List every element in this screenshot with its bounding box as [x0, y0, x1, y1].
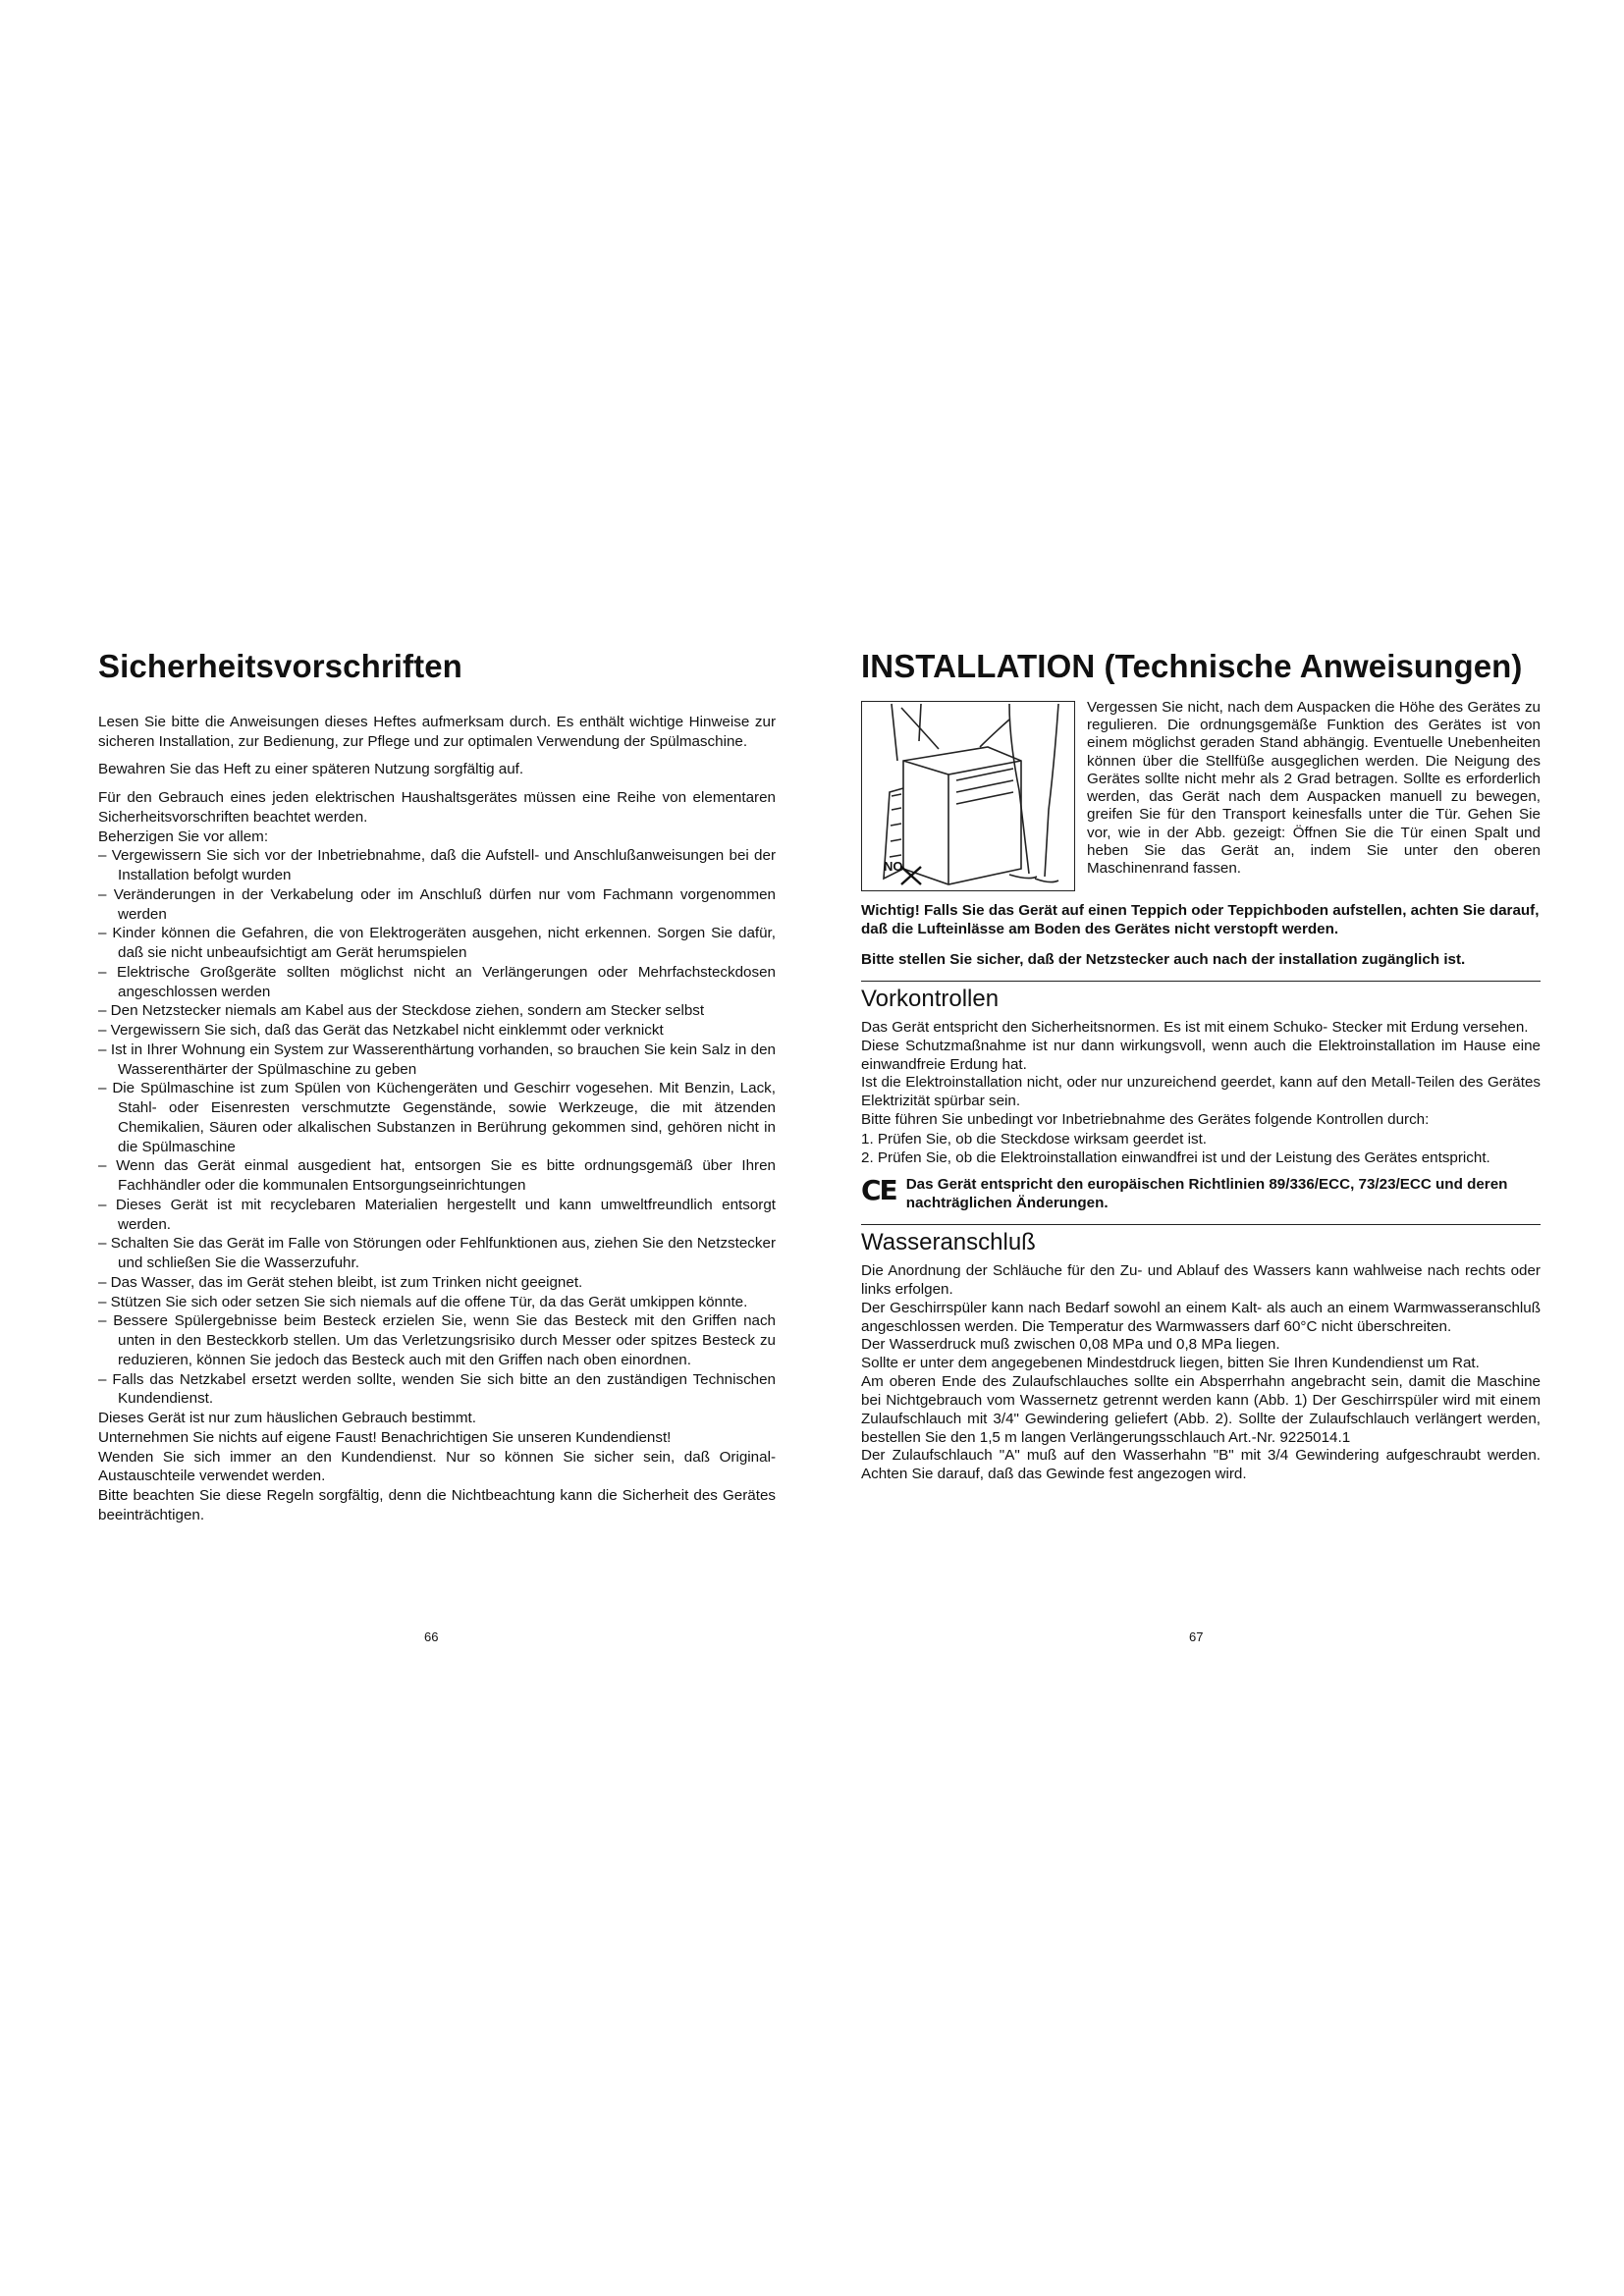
- safety-rules-paragraph: Für den Gebrauch eines jeden elektrischen Haushaltsgerätes müssen eine Reihe von elementaren Sicherheitsvorschriften beachtet werden.: [98, 789, 776, 826]
- list-item: 1. Prüfen Sie, ob die Steckdose wirksam geerdet ist.: [861, 1131, 1208, 1148]
- right-page: [861, 648, 1541, 1484]
- section-heading-vorkontrollen: Vorkontrollen: [861, 981, 1541, 1013]
- take-heed-paragraph: Beherzigen Sie vor allem:: [98, 828, 269, 845]
- left-page: [98, 648, 776, 1525]
- intro-paragraph: Lesen Sie bitte die Anweisungen dieses Heftes aufmerksam durch. Es enthält wichtige Hinweise zur sicheren Installation, zur Bedienung, zur Pflege und zur optimalen Verwendung der Spülmaschine.: [98, 713, 776, 750]
- original-parts-paragraph: Wenden Sie sich immer an den Kundendienst. Nur so können Sie sicher sein, daß Original-Austauschteile verwendet werden.: [98, 1448, 776, 1485]
- check-list: [861, 1130, 1541, 1167]
- height-adjust-text: Vergessen Sie nicht, nach dem Auspacken die Höhe des Gerätes zu regulieren. Die ordnungsgemäße Funktion des Gerätes ist von einem möglichst geraden Stand abhängig. Eventuelle Unebenheiten können über die Stellfüße ausgeglichen werden. Die Neigung des Gerätes sollte nicht mehr als 2 Grad betragen. Sollte es erforderlich werden, das Gerät nach dem Auspacken manuell zu bewegen, greifen Sie für den Transport keinesfalls unter die Tür. Gehen Sie vor, wie in der Abb. gezeigt: Öffnen Sie die Tür einen Spalt und heben Sie das Gerät an, indem Sie unter den oberen Maschinenrand fassen.: [1087, 698, 1541, 878]
- wasser-p2: Der Geschirrspüler kann nach Bedarf sowohl an einem Kalt- als auch an einem Warmwasseranschluß angeschlossen werden. Die Temperatur des Warmwassers darf 60°C nicht überschreiten.: [861, 1299, 1541, 1335]
- section-heading-wasseranschluss: Wasseranschluß: [861, 1224, 1541, 1256]
- page-title: Sicherheitsvorschriften: [98, 648, 462, 684]
- list-item: – Kinder können die Gefahren, die von Elektrogeräten ausgehen, nicht erkennen. Sorgen Sie dafür, daß sie nicht unbeaufsichtigt am Gerät herumspielen: [98, 924, 776, 963]
- wasser-p1: Die Anordnung der Schläuche für den Zu- und Ablauf des Wassers kann wahlweise nach rechts oder links erfolgen.: [861, 1262, 1541, 1298]
- ce-compliance-text: Das Gerät entspricht den europäischen Richtlinien 89/336/ECC, 73/23/ECC und deren nachträglichen Änderungen.: [905, 1176, 1508, 1211]
- list-item: – Das Wasser, das im Gerät stehen bleibt, ist zum Trinken nicht geeignet.: [98, 1273, 776, 1293]
- wasser-p4: Sollte er unter dem angegebenen Mindestdruck liegen, bitten Sie Ihren Kundendienst um Rat.: [861, 1355, 1480, 1372]
- list-item: – Den Netzstecker niemals am Kabel aus der Steckdose ziehen, sondern am Stecker selbst: [98, 1001, 776, 1021]
- carpet-warning: Wichtig! Falls Sie das Gerät auf einen Teppich oder Teppichboden aufstellen, achten Sie darauf, daß die Lufteinlässe am Boden des Gerätes nicht verstopft werden.: [861, 901, 1540, 937]
- list-item: – Vergewissern Sie sich vor der Inbetriebnahme, daß die Aufstell- und Anschlußanweisungen bei der Installation befolgt wurden: [98, 846, 776, 885]
- list-item: – Schalten Sie das Gerät im Falle von Störungen oder Fehlfunktionen aus, ziehen Sie den Netzstecker und schließen Sie die Wasserzufuhr.: [98, 1234, 776, 1273]
- page-number-right: 67: [1189, 1629, 1204, 1644]
- list-item: – Wenn das Gerät einmal ausgedient hat, entsorgen Sie es bitte ordnungsgemäß über Ihren Fachhändler oder die kommunalen Entsorgungseinrichtungen: [98, 1156, 776, 1196]
- installation-title: INSTALLATION (Technische Anweisungen): [861, 648, 1523, 684]
- vorkontrollen-p4: Bitte führen Sie unbedingt vor Inbetriebnahme des Gerätes folgende Kontrollen durch:: [861, 1111, 1430, 1129]
- page-number-left: 66: [424, 1629, 439, 1644]
- list-item: – Die Spülmaschine ist zum Spülen von Küchengeräten und Geschirr vogesehen. Mit Benzin, Lack, Stahl- oder Eisenresten verschmutzte Gegenstände, sowie Werkzeuge, die mit ätzenden Chemikalien, Säuren oder alkalischen Substanzen in Berührung gekommen sind, gehören nicht in die Spülmaschine: [98, 1079, 776, 1156]
- list-item: – Stützen Sie sich oder setzen Sie sich niemals auf die offene Tür, da das Gerät umkippen könnte.: [98, 1293, 776, 1312]
- no-label: NO: [884, 858, 903, 874]
- ce-compliance: [861, 1175, 1541, 1212]
- lifting-diagram: [862, 702, 1074, 890]
- plug-access-warning: Bitte stellen Sie sicher, daß der Netzstecker auch nach der installation zugänglich ist.: [861, 950, 1466, 968]
- safety-list: [98, 846, 776, 1409]
- wasser-p6: Der Zulaufschlauch "A" muß auf den Wasserhahn "B" mit 3/4 Gewindering aufgeschraubt werden. Achten Sie darauf, daß das Gewinde fest angezogen wird.: [861, 1447, 1541, 1483]
- installation-intro: [861, 699, 1541, 891]
- list-item: – Bessere Spülergebnisse beim Besteck erzielen Sie, wenn Sie das Besteck mit den Griffen nach unten in den Besteckkorb stellen. Um das Verletzungsrisiko durch Messer oder spitzes Besteck zu reduzieren, können Sie jedoch das Besteck auch mit den Griffen nach oben einordnen.: [98, 1311, 776, 1369]
- vorkontrollen-p3: Ist die Elektroinstallation nicht, oder nur unzureichend geerdet, kann auf den Metall-Teilen des Gerätes Elektrizität spürbar sein.: [861, 1074, 1541, 1110]
- list-item: – Falls das Netzkabel ersetzt werden sollte, wenden Sie sich bitte an den zuständigen Technischen Kundendienst.: [98, 1370, 776, 1410]
- vorkontrollen-p1: Das Gerät entspricht den Sicherheitsnormen. Es ist mit einem Schuko- Stecker mit Erdung versehen.: [861, 1018, 1529, 1036]
- lifting-illustration: [861, 701, 1075, 891]
- ce-mark-icon: CE: [861, 1174, 896, 1206]
- keep-manual-paragraph: Bewahren Sie das Heft zu einer späteren Nutzung sorgfältig auf.: [98, 761, 524, 778]
- list-item: – Dieses Gerät ist mit recyclebaren Materialien hergestellt und kann umweltfreundlich entsorgt werden.: [98, 1196, 776, 1235]
- vorkontrollen-p2: Diese Schutzmaßnahme ist nur dann wirkungsvoll, wenn auch die Elektroinstallation im Hause eine einwandfreie Erdung hat.: [861, 1037, 1541, 1073]
- list-item: – Ist in Ihrer Wohnung ein System zur Wasserenthärtung vorhanden, so brauchen Sie kein Salz in den Wasserenthärter der Spülmaschine zu geben: [98, 1041, 776, 1080]
- household-use-paragraph: Dieses Gerät ist nur zum häuslichen Gebrauch bestimmt.: [98, 1410, 476, 1427]
- contact-service-paragraph: Unternehmen Sie nichts auf eigene Faust! Benachrichtigen Sie unseren Kundendienst!: [98, 1428, 672, 1446]
- list-item: 2. Prüfen Sie, ob die Elektroinstallation einwandfrei ist und der Leistung des Gerätes entspricht.: [861, 1149, 1490, 1166]
- observe-rules-paragraph: Bitte beachten Sie diese Regeln sorgfältig, denn die Nichtbeachtung kann die Sicherheit des Gerätes beeinträchtigen.: [98, 1487, 776, 1523]
- list-item: – Veränderungen in der Verkabelung oder im Anschluß dürfen nur vom Fachmann vorgenommen werden: [98, 885, 776, 925]
- wasser-p3: Der Wasserdruck muß zwischen 0,08 MPa und 0,8 MPa liegen.: [861, 1336, 1280, 1354]
- list-item: – Vergewissern Sie sich, daß das Gerät das Netzkabel nicht einklemmt oder verknickt: [98, 1021, 776, 1041]
- wasser-p5: Am oberen Ende des Zulaufschlauches sollte ein Absperrhahn angebracht sein, damit die Maschine bei Nichtgebrauch vom Wassernetz getrennt werden kann (Abb. 1) Der Geschirrspüler wird mit einem Zulaufschlauch mit 3/4" Gewindering geliefert (Abb. 2). Sollte der Zulaufschlauch verlängert werden, bestellen Sie den 1,5 m langen Verlängerungsschlauch Art.-Nr. 9225014.1: [861, 1373, 1541, 1446]
- list-item: – Elektrische Großgeräte sollten möglichst nicht an Verlängerungen oder Mehrfachsteckdosen angeschlossen werden: [98, 963, 776, 1002]
